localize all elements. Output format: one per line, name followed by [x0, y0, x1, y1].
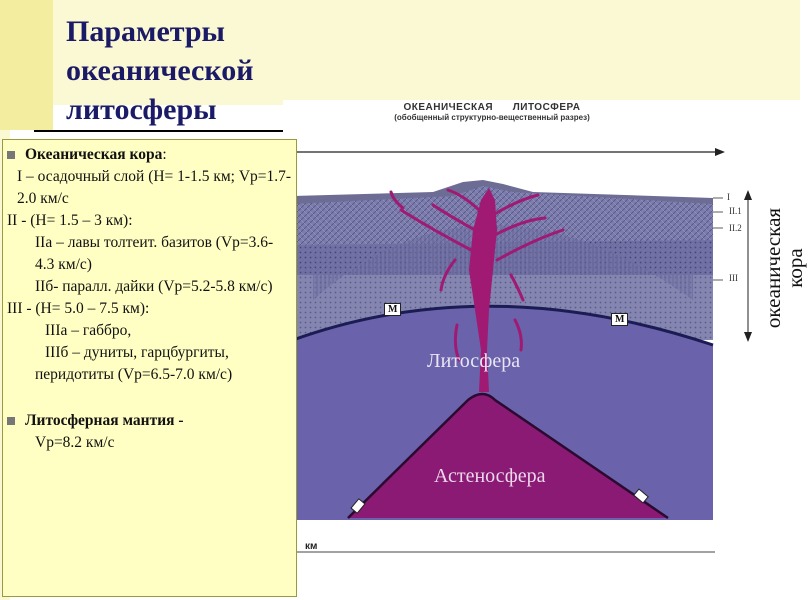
layer2a-text: IIа – лавы толтеит. базитов (Vp=3.6-4.3 км/с) — [35, 234, 274, 273]
label-layer-II2: II.2 — [729, 223, 742, 233]
bullet-icon — [7, 417, 15, 425]
diagram-header-title: ОКЕАНИЧЕСКАЯ ЛИТОСФЕРА — [403, 102, 581, 113]
layer2b-text: IIб- паралл. дайки (Vp=5.2-5.8 км/с) — [35, 278, 273, 295]
diagram-header — [368, 102, 616, 123]
layer3a-text: IIIа – габбро, — [45, 322, 132, 339]
label-layer-II1: II.1 — [729, 206, 742, 216]
title-underline — [34, 130, 284, 132]
label-moho-right: M — [611, 313, 628, 326]
label-lithosphere: Литосфера — [427, 350, 521, 372]
crust-heading: Океаническая кора: — [7, 144, 292, 166]
description-box — [2, 139, 297, 597]
label-km: км — [305, 541, 318, 552]
mantle-heading — [7, 410, 292, 432]
crust-side-label — [752, 190, 812, 350]
diagram-header-subtitle: (обобщенный структурно-вещественный разрез) — [394, 113, 590, 122]
crust-heading-text: Океаническая кора — [25, 146, 163, 163]
slide-title: Параметры океанической литосферы — [66, 15, 254, 126]
crust-side-label-text: океаническая кора — [761, 207, 807, 329]
mantle-value-text: Vp=8.2 км/с — [35, 434, 115, 451]
bullet-icon — [7, 151, 15, 159]
label-layer-III: III — [729, 273, 738, 283]
layer3-text: III - (H= 5.0 – 7.5 км): — [7, 300, 150, 317]
spacer — [7, 386, 292, 410]
layer1-text: I – осадочный слой (H= 1-1.5 км; Vp=1.7-2.0 км/с — [17, 168, 292, 207]
layer2-text: II - (H= 1.5 – 3 км): — [7, 212, 133, 229]
label-asthenosphere: Астеносфера — [434, 465, 546, 487]
mantle-heading-text: Литосферная мантия - — [25, 412, 184, 429]
lithosphere-diagram — [283, 100, 800, 570]
label-moho-left: M — [384, 303, 401, 316]
decorative-band — [0, 0, 53, 130]
label-layer-I: I — [727, 192, 730, 202]
layer3b-text: IIIб – дуниты, гарцбургиты, перидотиты (Vp=6.5-7.0 км/с) — [35, 344, 233, 383]
